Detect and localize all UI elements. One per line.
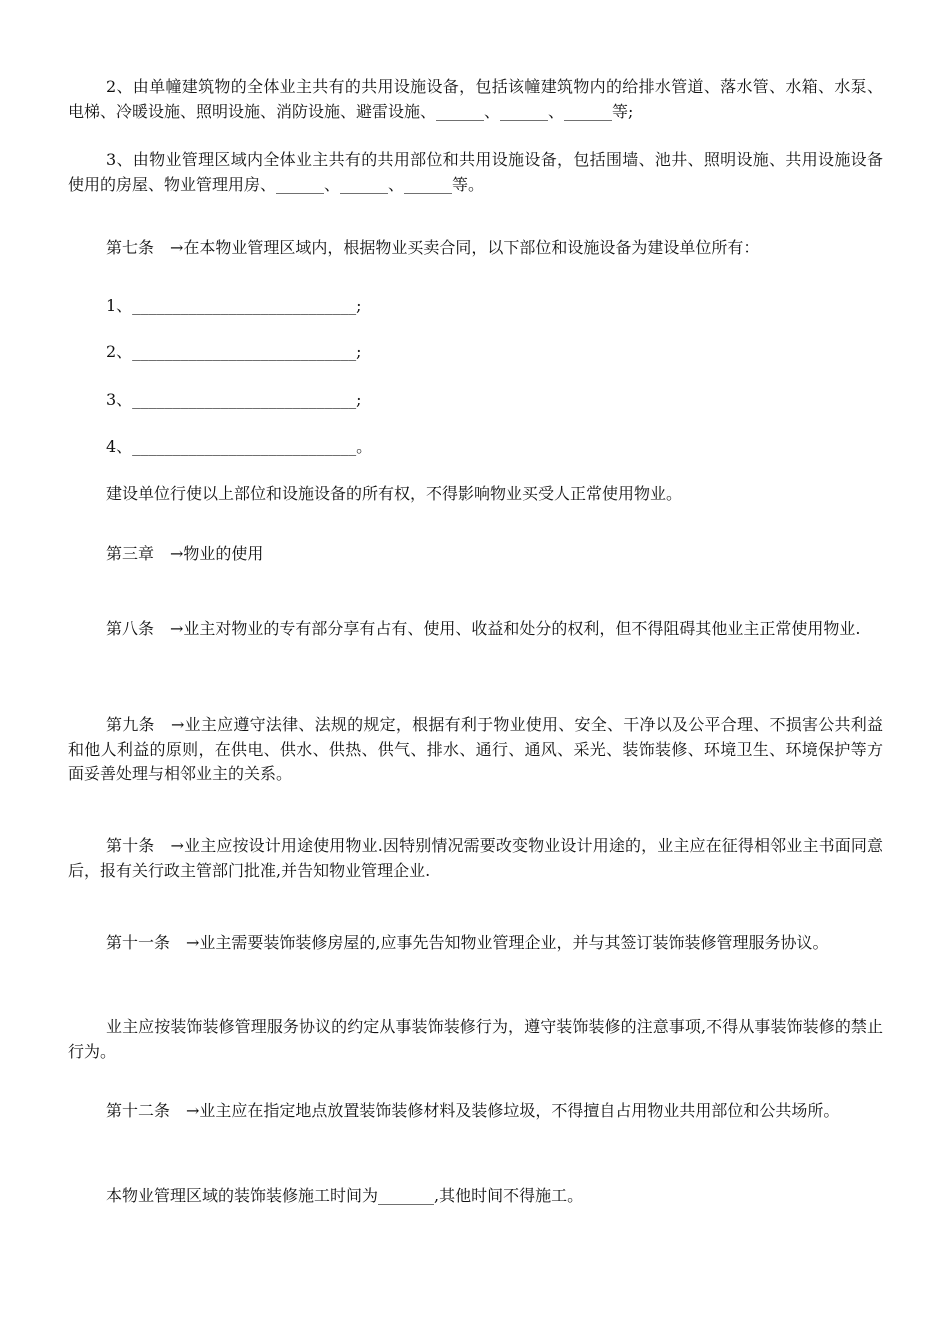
- paragraph-developer-ownership: 建设单位行使以上部位和设施设备的所有权，不得影响物业买受人正常使用物业。: [106, 484, 683, 503]
- paragraph-building-shared-facilities: 2、由单幢建筑物的全体业主共有的共用设施设备，包括该幢建筑物内的给排水管道、落水管、水箱、水泵、电梯、冷暖设施、照明设施、消防设施、避雷设施、______、______、______等;: [68, 77, 883, 121]
- paragraph-renovation-agreement: 业主应按装饰装修管理服务协议的约定从事装饰装修行为，遵守装饰装修的注意事项,不得从事装饰装修的禁止行为。: [68, 1017, 883, 1061]
- article-7-item-2: 2、____________________________;: [106, 342, 362, 361]
- article-7-item-4: 4、____________________________。: [106, 437, 373, 456]
- article-7-item-1: 1、____________________________;: [106, 296, 362, 315]
- article-11: 第十一条 →业主需要装饰装修房屋的,应事先告知物业管理企业，并与其签订装饰装修管理服务协议。: [106, 933, 829, 952]
- chapter-3-heading: 第三章 →物业的使用: [106, 544, 264, 563]
- article-8: 第八条 →业主对物业的专有部分享有占有、使用、收益和处分的权利，但不得阻碍其他业主正常使用物业.: [106, 619, 861, 638]
- paragraph-area-shared-facilities: 3、由物业管理区域内全体业主共有的共用部位和共用设施设备，包括围墙、池井、照明设施、共用设施设备使用的房屋、物业管理用房、______、______、______等。: [68, 150, 883, 194]
- article-10: 第十条 →业主应按设计用途使用物业.因特别情况需要改变物业设计用途的，业主应在征得相邻业主书面同意后，报有关行政主管部门批准,并告知物业管理企业.: [68, 836, 883, 880]
- article-9: 第九条 →业主应遵守法律、法规的规定，根据有利于物业使用、安全、干净以及公平合理、不损害公共利益和他人利益的原则，在供电、供水、供热、供气、排水、通行、通风、采光、装饰装修、环境卫生、环境保护等方面妥善处理与相邻业主的关系。: [68, 715, 883, 783]
- article-7-heading: 第七条 →在本物业管理区域内，根据物业买卖合同，以下部位和设施设备为建设单位所有：: [106, 238, 760, 257]
- article-7-item-3: 3、____________________________;: [106, 390, 362, 409]
- paragraph-construction-time: 本物业管理区域的装饰装修施工时间为_______,其他时间不得施工。: [106, 1186, 584, 1205]
- article-12: 第十二条 →业主应在指定地点放置装饰装修材料及装修垃圾，不得擅自占用物业共用部位和公共场所。: [106, 1101, 840, 1120]
